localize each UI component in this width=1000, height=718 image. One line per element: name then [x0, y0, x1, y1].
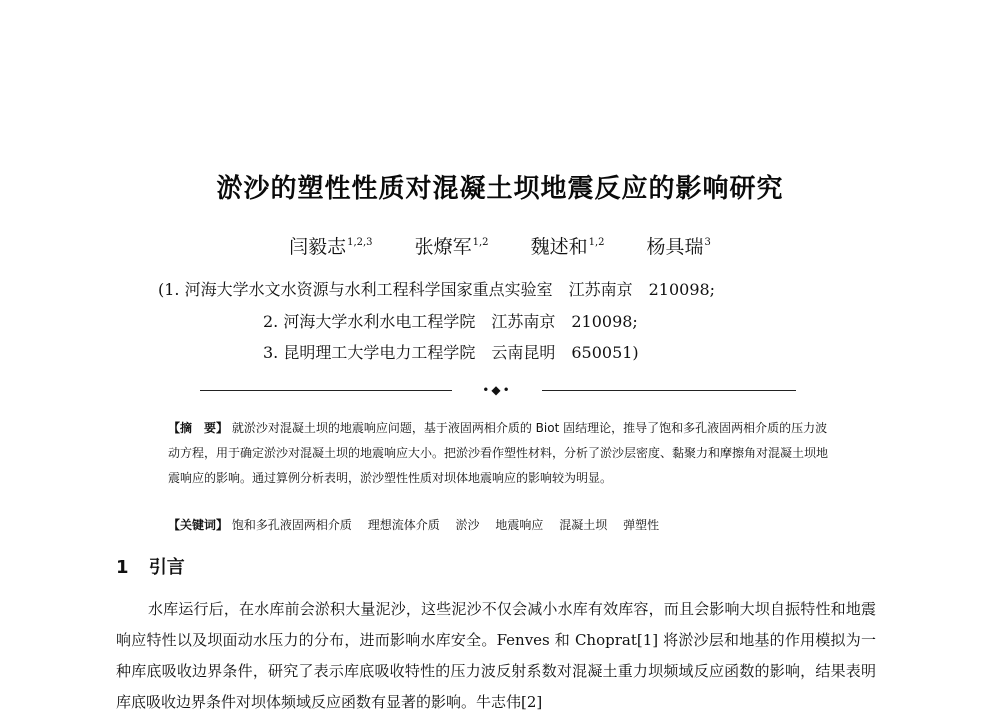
author — [415, 232, 489, 259]
body-text — [116, 594, 876, 718]
author — [531, 232, 605, 259]
keyword: 理想流体介质 — [367, 518, 440, 532]
abstract — [168, 416, 828, 491]
keyword: 混凝土坝 — [559, 518, 608, 532]
keyword: 淤沙 — [455, 518, 480, 532]
paper-title: 淤沙的塑性性质对混凝土坝地震反应的影响研究 — [216, 174, 784, 204]
author — [647, 232, 711, 259]
affiliation-2: 2. 河海大学水利水电工程学院 江苏南京 210098; — [263, 312, 638, 331]
keywords-label: 【关键词】 — [168, 518, 229, 532]
keywords — [168, 515, 828, 535]
keyword: 弹塑性 — [623, 518, 660, 532]
author-name: 杨具瑞 — [646, 236, 704, 258]
author-name: 闫毅志 — [289, 236, 347, 258]
section-number: 1 — [116, 557, 129, 578]
keyword: 地震响应 — [495, 518, 544, 532]
paragraph: 水库运行后，在水库前会淤积大量泥沙，这些泥沙不仅会减小水库有效库容，而且会影响大坝自振特性和地震响应特性以及坝面动水压力的分布，进而影响水库安全。Fenves 和 Choprat[1] 将淤沙层和地基的作用模拟为一种库底吸收边界条件，研究了表示库底吸收特性的压力波反射系数对混凝土重力坝频域反应函数的影响，结果表明库底吸收边界条件对坝体频域反应函数有显著的影响。牛志伟[2] — [116, 600, 876, 711]
author-affil-sup: 1,2,3 — [347, 237, 373, 248]
author — [289, 232, 372, 259]
author-name: 张燎军 — [414, 236, 472, 258]
affiliation-1: (1. 河海大学水文水资源与水利工程科学国家重点实验室 江苏南京 210098; — [158, 280, 716, 299]
affiliation-3: 3. 昆明理工大学电力工程学院 云南昆明 650051) — [263, 343, 639, 362]
abstract-text: 就淤沙对混凝土坝的地震响应问题，基于液固两相介质的 Biot 固结理论，推导了饱和多孔液固两相介质的压力波动方程，用于确定淤沙对混凝土坝的地震响应大小。把淤沙看作塑性材料，分析了淤沙层密度、黏聚力和摩擦角对混凝土坝地震响应的影响。通过算例分析表明，淤沙塑性性质对坝体地震响应的影响较为明显。 — [168, 421, 829, 485]
author-affil-sup: 1,2 — [472, 237, 489, 248]
author-name: 魏述和 — [530, 236, 588, 258]
section-title: 引言 — [148, 557, 185, 578]
section-heading — [116, 553, 185, 579]
abstract-label: 【摘 要】 — [168, 421, 229, 435]
author-list — [0, 232, 1000, 259]
keyword: 饱和多孔液固两相介质 — [231, 518, 352, 532]
divider-ornament: •◆• — [452, 380, 542, 400]
author-affil-sup: 1,2 — [588, 237, 605, 248]
author-affil-sup: 3 — [704, 237, 711, 248]
